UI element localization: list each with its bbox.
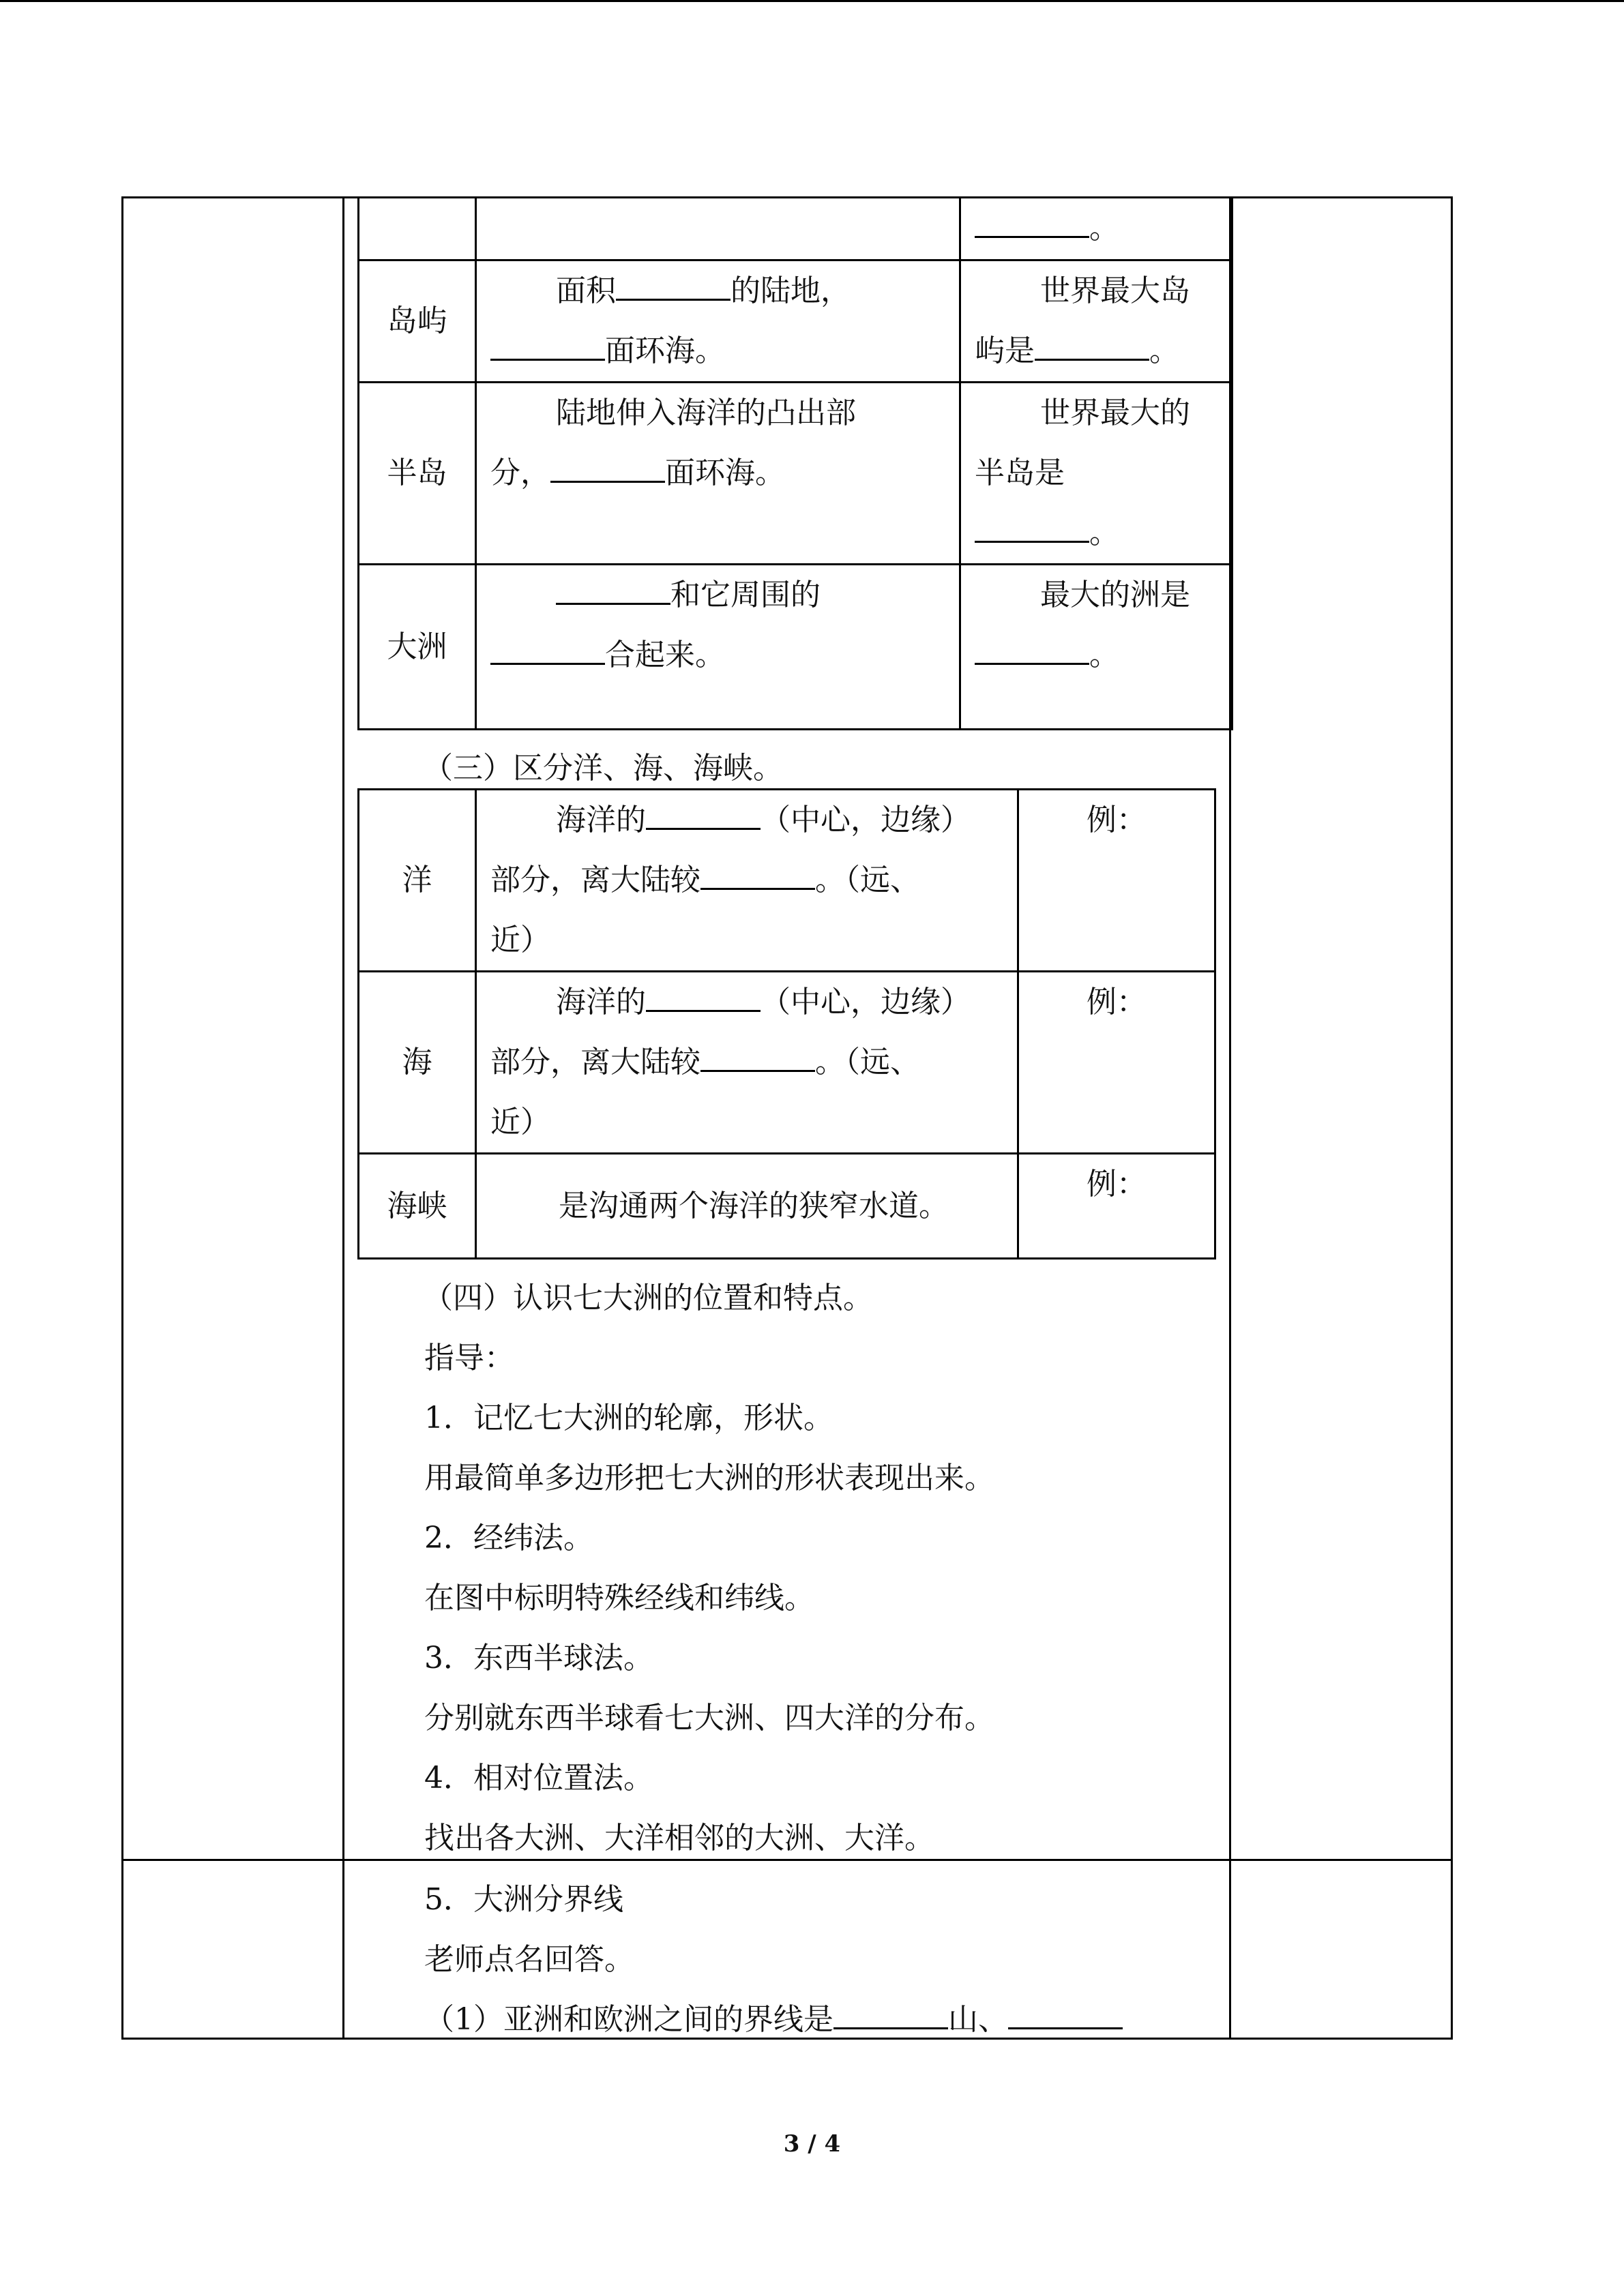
body-text-line: 指导： [424, 1341, 514, 1375]
body-text-line: 分别就东西半球看七大洲、四大洋的分布。 [424, 1701, 994, 1735]
outer-col-divider-1 [342, 196, 344, 2040]
outer-right-border [1451, 196, 1453, 2040]
desc-text: 陆地伸入海洋的凸出部 [556, 396, 856, 430]
body-text-line [424, 1990, 1123, 2050]
fill-blank [616, 269, 730, 301]
table-row [359, 383, 1232, 565]
desc-text: （中心，边缘） [761, 985, 971, 1019]
example-text: 。 [1089, 211, 1119, 245]
section-heading: （四）认识七大洲的位置和特点。 [423, 1281, 873, 1315]
landform-description [476, 383, 960, 565]
desc-text: 面环海。 [665, 456, 785, 490]
water-body-example: 例： [1018, 972, 1215, 1154]
body-text-line: 用最简单多边形把七大洲的形状表现出来。 [424, 1461, 994, 1495]
desc-text: 分， [490, 456, 550, 490]
landform-example [960, 260, 1232, 383]
landform-label: 半岛 [359, 383, 476, 565]
question-text: 山、 [948, 2002, 1008, 2037]
question-text: （1）亚洲和欧洲之间的界线是 [424, 2002, 833, 2037]
example-text: 。 [1089, 516, 1119, 550]
table-row [359, 1154, 1215, 1259]
water-body-description [476, 1154, 1018, 1259]
landform-label: 大洲 [359, 565, 476, 730]
landform-description [476, 198, 960, 260]
landform-description [476, 565, 960, 730]
desc-text: 部分，离大陆较 [490, 863, 700, 897]
outer-left-border [121, 196, 123, 2040]
fill-blank [975, 206, 1089, 238]
fill-blank [646, 980, 761, 1012]
page-number: 3 / 4 [783, 2130, 841, 2158]
fill-blank [490, 633, 605, 665]
desc-text: 和它周围的 [670, 578, 821, 612]
water-body-label: 海 [359, 972, 476, 1154]
example-text: 屿是 [975, 333, 1035, 368]
desc-text: 。（远、 [815, 863, 920, 897]
fill-blank [700, 1040, 815, 1072]
landform-label: 岛屿 [359, 260, 476, 383]
table-row [359, 565, 1232, 730]
body-text-line: 老师点名回答。 [424, 1942, 634, 1977]
landform-label [359, 198, 476, 260]
fill-blank [1008, 1997, 1123, 2029]
water-body-label: 海峡 [359, 1154, 476, 1259]
desc-text: 。（远、 [815, 1045, 920, 1079]
water-body-description [476, 790, 1018, 972]
landform-example [960, 383, 1232, 565]
body-text-line: 在图中标明特殊经线和纬线。 [424, 1581, 814, 1615]
desc-text: 的陆地， [730, 273, 851, 308]
fill-blank [975, 511, 1089, 543]
fill-blank [1035, 329, 1149, 361]
body-text-line: 2．经纬法。 [424, 1521, 593, 1555]
body-text-line: 5．大洲分界线 [424, 1882, 623, 1917]
example-text: 最大的洲是 [1040, 578, 1190, 612]
landform-example [960, 198, 1232, 260]
example-text: 半岛是 [975, 456, 1065, 490]
landform-description [476, 260, 960, 383]
water-body-label: 洋 [359, 790, 476, 972]
desc-text: 海洋的 [556, 985, 646, 1019]
example-text: 世界最大的 [1040, 396, 1190, 430]
fill-blank [833, 1997, 948, 2029]
body-text-line: 找出各大洲、大洋相邻的大洲、大洋。 [424, 1821, 934, 1855]
desc-text: 近） [490, 923, 550, 957]
body-text-line: 1．记忆七大洲的轮廓，形状。 [424, 1401, 833, 1435]
example-text: 。 [1149, 333, 1179, 368]
example-text: 。 [1089, 638, 1119, 672]
body-text-line: 4．相对位置法。 [424, 1761, 653, 1795]
landform-table [357, 196, 1233, 730]
fill-blank [700, 858, 815, 890]
section-heading: （三）区分洋、海、海峡。 [423, 751, 783, 786]
table-row [359, 260, 1232, 383]
fill-blank [490, 329, 605, 361]
desc-text: 部分，离大陆较 [490, 1045, 700, 1079]
table-row [359, 790, 1215, 972]
fill-blank [556, 573, 670, 605]
desc-text: 是沟通两个海洋的狭窄水道。 [559, 1188, 949, 1223]
fill-blank [975, 633, 1089, 665]
desc-text: 近） [490, 1105, 550, 1139]
water-body-description [476, 972, 1018, 1154]
ocean-sea-strait-table [357, 788, 1216, 1259]
example-text: 世界最大岛 [1040, 273, 1190, 308]
water-body-example: 例： [1018, 790, 1215, 972]
fill-blank [646, 798, 761, 830]
body-text-line: 3．东西半球法。 [424, 1641, 653, 1675]
table-row [359, 198, 1232, 260]
desc-text: （中心，边缘） [761, 803, 971, 837]
landform-example [960, 565, 1232, 730]
top-border-line [0, 0, 1624, 2]
fill-blank [550, 451, 665, 483]
desc-text: 面环海。 [605, 333, 725, 368]
table-row [359, 972, 1215, 1154]
water-body-example: 例： [1018, 1154, 1215, 1259]
desc-text: 合起来。 [605, 638, 725, 672]
desc-text: 面积 [556, 273, 616, 308]
desc-text: 海洋的 [556, 803, 646, 837]
